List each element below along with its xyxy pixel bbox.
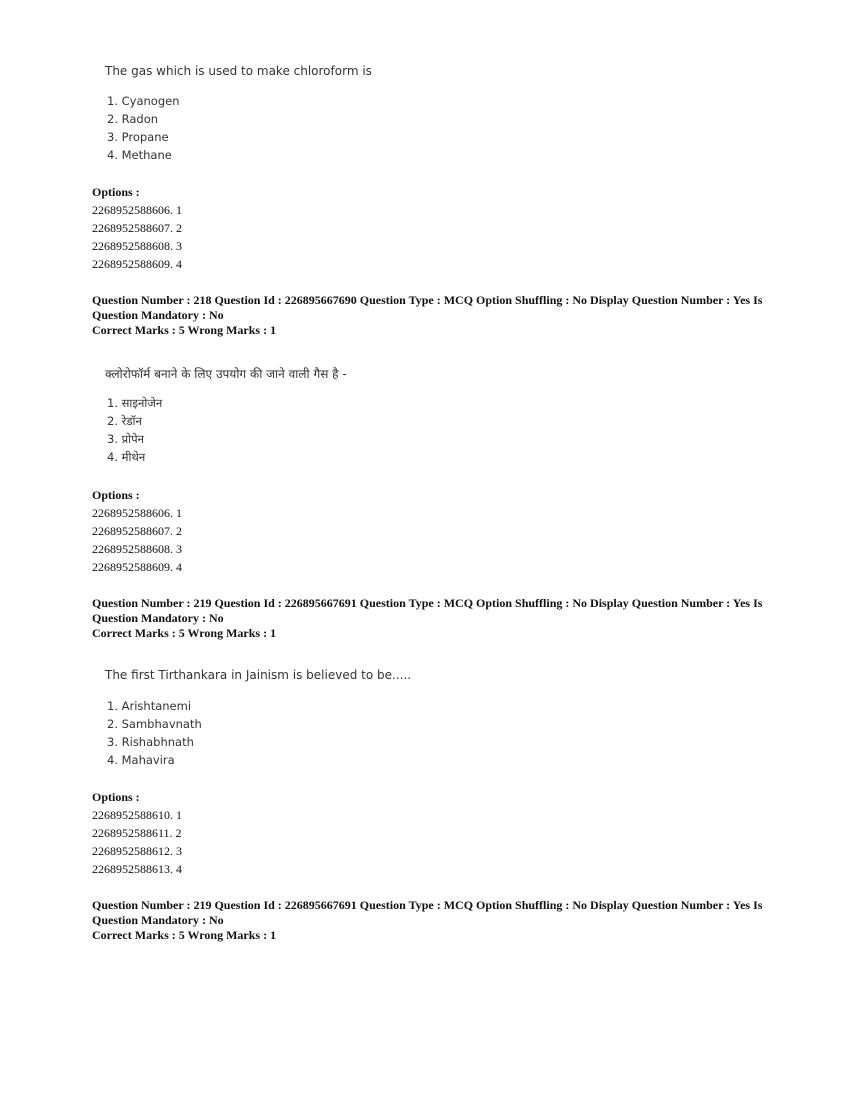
meta-line: Correct Marks : 5 Wrong Marks : 1: [92, 928, 277, 942]
option-item: 2268952588610. 1: [92, 808, 182, 822]
choice-item: 3. प्रोपेन: [107, 432, 145, 446]
choice-item: 4. मीथेन: [107, 450, 146, 464]
question-meta: [92, 293, 772, 338]
choice-item: 1. Arishtanemi: [107, 699, 192, 713]
choice-item: 2. रेडॉन: [107, 414, 142, 428]
option-item: 2268952588613. 4: [92, 862, 182, 876]
question-text: The first Tirthankara in Jainism is believed to be.....: [105, 668, 412, 682]
answer-choices: [107, 697, 202, 769]
options-list: [92, 788, 182, 878]
option-item: 2268952588606. 1: [92, 506, 182, 520]
options-list: [92, 183, 182, 273]
options-header: Options :: [92, 790, 140, 804]
meta-line: Question Number : 219 Question Id : 226895667691 Question Type : MCQ Option Shuffling : No Display Question Number : Yes Is: [92, 596, 763, 610]
option-item: 2268952588609. 4: [92, 560, 182, 574]
question-text: क्लोरोफॉर्म बनाने के लिए उपयोग की जाने वाली गैस है -: [105, 367, 347, 381]
choice-item: 3. Propane: [107, 130, 169, 144]
choice-item: 3. Rishabhnath: [107, 735, 194, 749]
choice-item: 2. Sambhavnath: [107, 717, 202, 731]
choice-item: 4. Mahavira: [107, 753, 175, 767]
choice-item: 1. Cyanogen: [107, 94, 180, 108]
option-item: 2268952588612. 3: [92, 844, 182, 858]
option-item: 2268952588608. 3: [92, 239, 182, 253]
choice-item: 1. साइनोजेन: [107, 396, 163, 410]
question-text: The gas which is used to make chloroform is: [105, 64, 372, 78]
answer-choices: [107, 394, 162, 466]
options-list: [92, 486, 182, 576]
meta-line: Question Number : 218 Question Id : 226895667690 Question Type : MCQ Option Shuffling : No Display Question Number : Yes Is: [92, 293, 763, 307]
options-header: Options :: [92, 488, 140, 502]
option-item: 2268952588608. 3: [92, 542, 182, 556]
answer-choices: [107, 92, 180, 164]
meta-line: Correct Marks : 5 Wrong Marks : 1: [92, 626, 277, 640]
options-header: Options :: [92, 185, 140, 199]
option-item: 2268952588606. 1: [92, 203, 182, 217]
question-meta: [92, 596, 772, 641]
option-item: 2268952588607. 2: [92, 524, 182, 538]
meta-line: Correct Marks : 5 Wrong Marks : 1: [92, 323, 277, 337]
meta-line: Question Mandatory : No: [92, 308, 224, 322]
choice-item: 4. Methane: [107, 148, 172, 162]
choice-item: 2. Radon: [107, 112, 159, 126]
meta-line: Question Number : 219 Question Id : 226895667691 Question Type : MCQ Option Shuffling : No Display Question Number : Yes Is: [92, 898, 763, 912]
option-item: 2268952588609. 4: [92, 257, 182, 271]
meta-line: Question Mandatory : No: [92, 913, 224, 927]
option-item: 2268952588611. 2: [92, 826, 182, 840]
option-item: 2268952588607. 2: [92, 221, 182, 235]
meta-line: Question Mandatory : No: [92, 611, 224, 625]
question-meta: [92, 898, 772, 943]
